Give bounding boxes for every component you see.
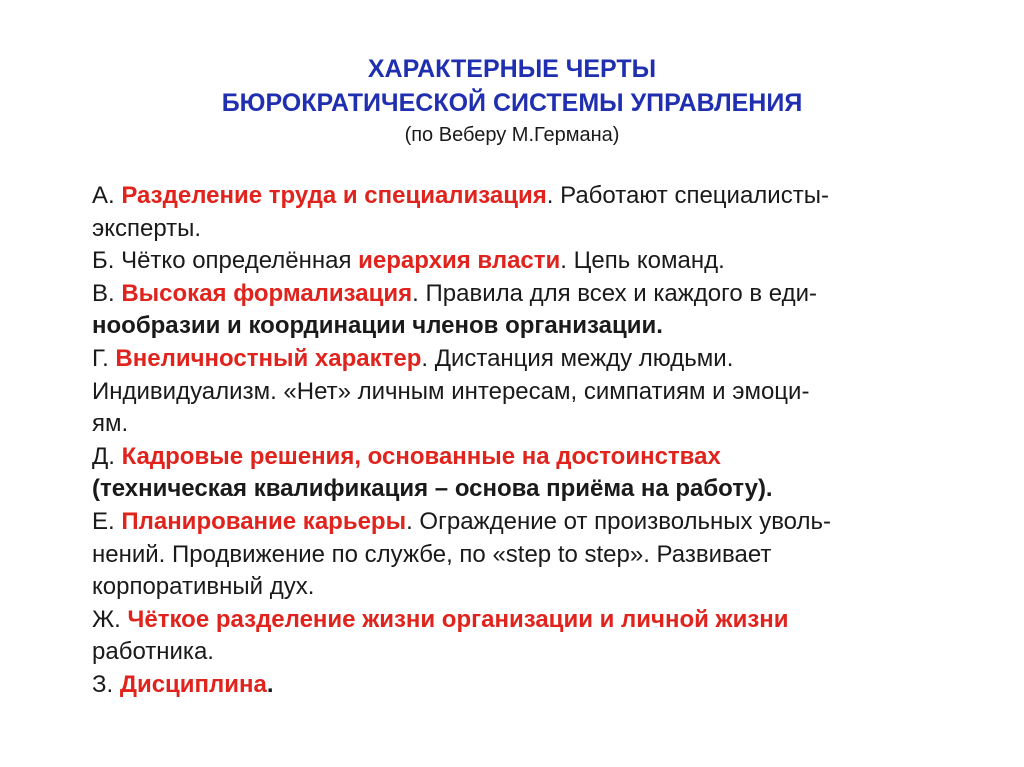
item-f-prefix: Е. bbox=[92, 507, 122, 535]
item-h-term: Дисциплина bbox=[119, 670, 267, 698]
item-a-term: Разделение труда и специализация bbox=[121, 182, 547, 209]
item-d-term: Внеличностный характер bbox=[115, 344, 422, 372]
item-b-text: . Цепь команд. bbox=[560, 247, 725, 275]
item-g-prefix: Ж. bbox=[92, 605, 128, 633]
characteristics-list bbox=[92, 180, 952, 702]
title-line-2: БЮРОКРАТИЧЕСКОЙ СИСТЕМЫ УПРАВЛЕНИЯ bbox=[221, 89, 803, 117]
item-c-prefix: В. bbox=[92, 279, 122, 307]
item-f-term: Планирование карьеры bbox=[121, 507, 407, 535]
item-d-text: . Дистанция между людьми. bbox=[421, 344, 734, 372]
item-e-line-1 bbox=[92, 441, 952, 474]
item-h-line-1 bbox=[92, 669, 952, 702]
item-f-line-3: корпоративный дух. bbox=[92, 573, 315, 601]
item-h-text: . bbox=[266, 670, 274, 698]
item-e-term: Кадровые решения, основанные на достоинствах bbox=[121, 442, 721, 470]
item-b-prefix: Б. Чётко определённая bbox=[92, 247, 359, 275]
item-c-line-2: нообразии и координации членов организации. bbox=[92, 312, 663, 340]
item-c-line-1 bbox=[92, 278, 952, 311]
item-b-line-1 bbox=[92, 245, 952, 278]
item-c-term: Высокая формализация bbox=[121, 279, 413, 307]
item-g-line-1 bbox=[92, 604, 952, 637]
item-d-line-2: Индивидуализм. «Нет» личным интересам, симпатиям и эмоци- bbox=[92, 377, 810, 405]
item-b-term: иерархия власти bbox=[358, 247, 561, 275]
subtitle: (по Веберу М.Германа) bbox=[404, 124, 620, 146]
item-c-text: . Правила для всех и каждого в еди- bbox=[412, 279, 817, 307]
item-e-prefix: Д. bbox=[92, 442, 122, 470]
item-d-line-3: ям. bbox=[92, 410, 129, 438]
item-f-text: . Ограждение от произвольных уволь- bbox=[406, 507, 831, 535]
item-e-line-2: (техническая квалификация – основа приёма на работу). bbox=[92, 475, 773, 503]
item-h-prefix: З. bbox=[92, 670, 120, 698]
item-f-line-1 bbox=[92, 506, 952, 539]
item-a-prefix: А. bbox=[92, 182, 122, 209]
item-a-text: . Работают специалисты- bbox=[546, 182, 829, 209]
item-g-term: Чёткое разделение жизни организации и личной жизни bbox=[127, 605, 789, 633]
item-a-line-1 bbox=[92, 180, 952, 213]
title-line-1: ХАРАКТЕРНЫЕ ЧЕРТЫ bbox=[367, 55, 657, 83]
item-d-prefix: Г. bbox=[92, 344, 116, 372]
item-a-line-2: эксперты. bbox=[92, 214, 202, 242]
title-block bbox=[0, 52, 1024, 150]
item-f-line-2: нений. Продвижение по службе, по «step to step». Развивает bbox=[92, 540, 772, 568]
item-g-line-2: работника. bbox=[92, 638, 214, 666]
item-d-line-1 bbox=[92, 343, 952, 376]
